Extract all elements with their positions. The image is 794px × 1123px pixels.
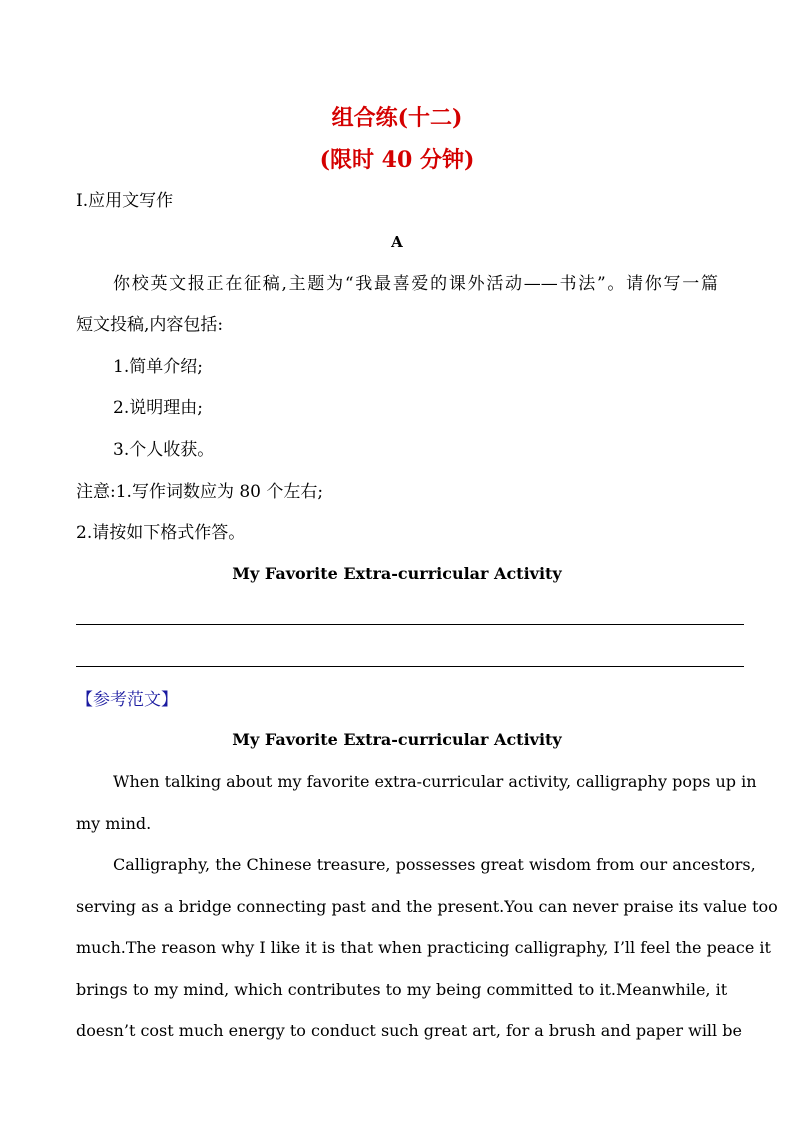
sample-line-2: my mind. xyxy=(76,814,152,833)
sample-line-7: doesn’t cost much energy to conduct such great art, for a brush and paper will be xyxy=(76,1021,742,1040)
page-title: 组合练(十二) xyxy=(331,105,463,131)
prompt-item-1: 1.简单介绍; xyxy=(113,357,203,377)
reference-label: 【参考范文】 xyxy=(76,690,178,710)
sample-line-3: Calligraphy, the Chinese treasure, possesses great wisdom from our ancestors, xyxy=(113,855,756,874)
note-line-1: 注意:1.写作词数应为 80 个左右; xyxy=(76,482,324,502)
answer-rule-2 xyxy=(76,666,744,667)
time-limit-subtitle: (限时 40 分钟) xyxy=(319,147,475,173)
sample-line-5: much.The reason why I like it is that when practicing calligraphy, I’ll feel the peace it xyxy=(76,938,771,957)
prompt-line-1: 你校英文报正在征稿,主题为“我最喜爱的课外活动——书法”。请你写一篇 xyxy=(113,274,718,294)
sample-line-6: brings to my mind, which contributes to my being committed to it.Meanwhile, it xyxy=(76,980,728,999)
sample-title: My Favorite Extra-curricular Activity xyxy=(232,730,562,749)
section-heading: Ⅰ.应用文写作 xyxy=(76,191,174,211)
sample-line-4: serving as a bridge connecting past and the present.You can never praise its value too xyxy=(76,897,778,916)
prompt-item-3: 3.个人收获。 xyxy=(113,440,215,460)
answer-rule-1 xyxy=(76,624,744,625)
sample-line-1: When talking about my favorite extra-curricular activity, calligraphy pops up in xyxy=(113,772,757,791)
note-line-2: 2.请按如下格式作答。 xyxy=(76,523,246,543)
essay-title: My Favorite Extra-curricular Activity xyxy=(232,564,562,583)
prompt-item-2: 2.说明理由; xyxy=(113,398,203,418)
prompt-line-2: 短文投稿,内容包括: xyxy=(76,315,224,335)
part-label: A xyxy=(391,233,403,251)
